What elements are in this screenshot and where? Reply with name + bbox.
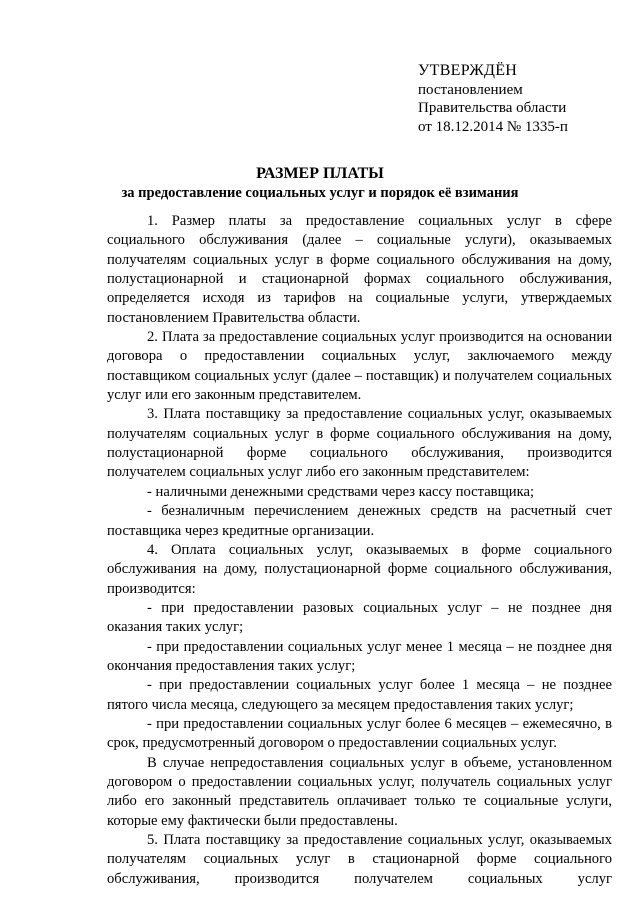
list-item: - при предоставлении социальных услуг более 1 месяца – не позднее пятого числа месяца, следующего за месяцем предоставления таких услуг; (107, 677, 612, 713)
paragraph-4: 4. Оплата социальных услуг, оказываемых в форме социального обслуживания на дому, полустационарной форме социального обслуживания, производится: (107, 541, 612, 597)
approval-title: УТВЕРЖДЁН (418, 62, 518, 79)
approval-line: Правительства области (418, 100, 567, 116)
paragraph-1: 1. Размер платы за предоставление социальных услуг в сфере социального обслуживания (далее – социальные услуги), оказываемых получателям социальных услуг в форме социального обслуживания на дому, полустационарной и стационарной формах социального обслуживания, определяется исходя из тарифов на социальные услуги, утверждаемых постановлением Правительства области. (107, 213, 612, 326)
list-item: - при предоставлении социальных услуг менее 1 месяца – не позднее дня окончания предоставления таких услуг; (107, 638, 612, 674)
document-title: РАЗМЕР ПЛАТЫ (256, 165, 384, 182)
paragraph-3: 3. Плата поставщику за предоставление социальных услуг, оказываемых получателям социальных услуг в форме социального обслуживания на дому, полустационарной форме социального обслуживания, производится получателем социальных услуг либо его законным представителем: (107, 406, 612, 481)
list-item: - наличными денежными средствами через кассу поставщика; (147, 483, 535, 500)
list-item: - при предоставлении социальных услуг более 6 месяцев – ежемесячно, в срок, предусмотренный договором о предоставлении социальных услуг. (107, 715, 612, 752)
paragraph-5: 5. Плата поставщику за предоставление социальных услуг, оказываемых получателям социальных услуг в стационарной форме социального обслуживания, производится получателем социальных услуг (107, 832, 612, 887)
approval-line: постановлением (418, 81, 523, 98)
document-subtitle: за предоставление социальных услуг и порядок её взимания (121, 185, 519, 201)
paragraph-note: В случае непредоставления социальных услуг в объеме, установленном договором о предоставлении социальных услуг, получатель социальных услуг либо его законный представитель оплачивает только те социальные услуги, которые ему фактически были предоставлены. (107, 754, 612, 829)
list-item: - при предоставлении разовых социальных услуг – не позднее дня оказания таких услуг; (107, 599, 612, 636)
approval-date: от 18.12.2014 № 1335-п (418, 118, 568, 135)
list-item: - безналичным перечислением денежных средств на расчетный счет поставщика через кредитные организации. (107, 503, 612, 539)
document-body (107, 212, 612, 889)
approval-stamp (418, 62, 568, 136)
paragraph-2: 2. Плата за предоставление социальных услуг производится на основании договора о предоставлении социальных услуг, заключаемого между поставщиком социальных услуг (далее – поставщик) и получателем социальных услуг или его законным представителем. (107, 329, 612, 404)
